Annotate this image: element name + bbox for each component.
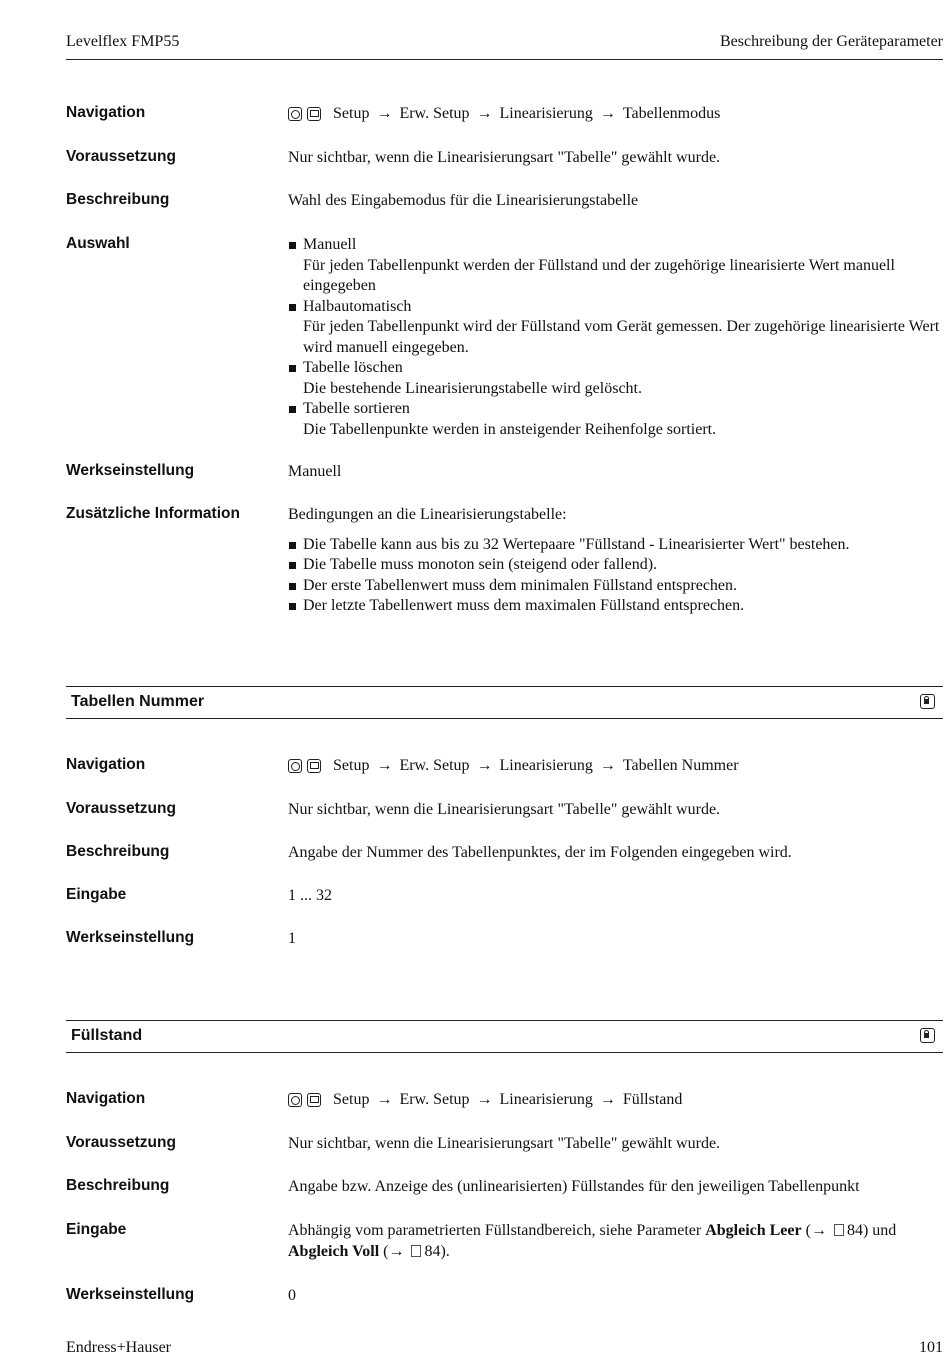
auswahl-label: Auswahl (66, 235, 130, 252)
eingabe-end: ). (440, 1242, 450, 1260)
page-ref[interactable]: 84 (424, 1242, 441, 1260)
param-link-abgleich-leer[interactable]: Abgleich Leer (705, 1222, 802, 1239)
beschreibung-text: Angabe bzw. Anzeige des (unlinearisierten) Füllstandes für den jeweiligen Tabellenpunkt (288, 1178, 860, 1195)
eingabe-value: 1 ... 32 (288, 887, 332, 904)
navigation-label: Navigation (66, 756, 146, 773)
werkseinstellung-label: Werkseinstellung (66, 929, 195, 946)
list-item (288, 358, 943, 399)
werkseinstellung-value: Manuell (288, 463, 342, 480)
arrow-right-icon: → (376, 1091, 393, 1108)
eingabe-label: Eingabe (66, 1221, 127, 1238)
list-item (288, 235, 943, 297)
werkseinstellung-value: 0 (288, 1287, 296, 1304)
expert-menu-icon (288, 107, 302, 121)
doc-title: Levelflex FMP55 (66, 33, 180, 50)
eingabe-label: Eingabe (66, 886, 127, 903)
list-item: Die Tabelle kann aus bis zu 32 Wertepaare "Füllstand - Linearisierter Wert" bestehen. (288, 535, 943, 556)
nav-step: Setup (333, 1091, 370, 1108)
beschreibung-label: Beschreibung (66, 1177, 170, 1194)
werkseinstellung-label: Werkseinstellung (66, 1286, 195, 1303)
nav-step: Linearisierung (499, 1091, 593, 1108)
option-title: Manuell (303, 236, 357, 253)
param-link-abgleich-voll[interactable]: Abgleich Voll (288, 1242, 380, 1260)
option-desc: Die Tabellenpunkte werden in ansteigender Reihenfolge sortiert. (303, 420, 717, 438)
voraussetzung-label: Voraussetzung (66, 148, 176, 165)
voraussetzung-text: Nur sichtbar, wenn die Linearisierungsart "Tabelle" gewählt wurde. (288, 801, 721, 818)
list-item: Die Tabelle muss monoton sein (steigend oder fallend). (288, 555, 943, 576)
navigation-path (288, 756, 943, 777)
nav-step: Tabellen Nummer (622, 757, 739, 774)
list-item: Der erste Tabellenwert muss dem minimalen Füllstand entsprechen. (288, 576, 943, 597)
beschreibung-label: Beschreibung (66, 191, 170, 208)
page-number: 101 (919, 1339, 943, 1356)
zusatz-label: Zusätzliche Information (66, 505, 240, 522)
nav-step: Linearisierung (499, 757, 593, 774)
option-desc: Die bestehende Linearisierungstabelle wird gelöscht. (303, 379, 642, 397)
arrow-right-icon: → (599, 757, 616, 774)
option-title: Tabelle löschen (303, 359, 403, 376)
eingabe-text: Abhängig vom parametrierten Füllstandbereich, siehe Parameter Abgleich Leer (→ 84) und Abgleich Voll (→ 84). (288, 1222, 897, 1260)
arrow-right-icon: → (476, 105, 493, 122)
page-ref-icon (411, 1245, 421, 1257)
nav-step: Erw. Setup (399, 757, 470, 774)
navigation-label: Navigation (66, 1090, 146, 1107)
list-item (288, 399, 943, 440)
navigation-path (288, 104, 943, 125)
nav-step: Setup (333, 757, 370, 774)
nav-step: Setup (333, 105, 370, 122)
eingabe-mid: ) und (862, 1222, 897, 1239)
option-desc: Für jeden Tabellenpunkt werden der Füllstand und der zugehörige linearisierte Wert manuell eingegeben (303, 256, 895, 294)
arrow-right-icon: → (376, 105, 393, 122)
list-item: Der letzte Tabellenwert muss dem maximalen Füllstand entsprechen. (288, 596, 943, 617)
beschreibung-text: Wahl des Eingabemodus für die Linearisierungstabelle (288, 192, 639, 209)
navigation-path (288, 1090, 943, 1111)
section-header-tabellen-nummer (66, 686, 943, 719)
company-name: Endress+Hauser (66, 1339, 171, 1356)
werkseinstellung-label: Werkseinstellung (66, 462, 195, 479)
arrow-right-icon: → (476, 757, 493, 774)
lock-icon (920, 694, 935, 709)
nav-step: Erw. Setup (399, 105, 470, 122)
navigation-label: Navigation (66, 104, 146, 121)
nav-step: Füllstand (622, 1091, 683, 1108)
voraussetzung-text: Nur sichtbar, wenn die Linearisierungsart "Tabelle" gewählt wurde. (288, 1135, 721, 1152)
section-title: Füllstand (71, 1027, 143, 1044)
display-menu-icon (307, 1093, 321, 1107)
voraussetzung-label: Voraussetzung (66, 800, 176, 817)
arrow-right-icon: → (476, 1091, 493, 1108)
condition-list (288, 535, 943, 617)
arrow-right-icon: → (599, 1091, 616, 1108)
zusatz-content (288, 505, 943, 617)
option-list (288, 235, 943, 440)
beschreibung-label: Beschreibung (66, 843, 170, 860)
option-title: Halbautomatisch (303, 297, 412, 315)
section-title: Tabellen Nummer (71, 693, 205, 710)
voraussetzung-label: Voraussetzung (66, 1134, 176, 1151)
nav-step: Linearisierung (499, 105, 593, 122)
display-menu-icon (307, 759, 321, 773)
arrow-right-icon: → (376, 757, 393, 774)
chapter-title: Beschreibung der Geräteparameter (720, 33, 943, 50)
page-ref[interactable]: 84 (846, 1222, 863, 1239)
voraussetzung-text: Nur sichtbar, wenn die Linearisierungsart "Tabelle" gewählt wurde. (288, 149, 721, 166)
option-desc: Für jeden Tabellenpunkt wird der Füllstand vom Gerät gemessen. Der zugehörige linearisierte Wert wird manuell eingegeben. (303, 318, 940, 356)
option-title: Tabelle sortieren (303, 400, 410, 417)
nav-step: Erw. Setup (399, 1091, 470, 1108)
nav-step: Tabellenmodus (622, 105, 721, 122)
zusatz-intro: Bedingungen an die Linearisierungstabelle: (288, 506, 567, 523)
arrow-right-icon: → (599, 105, 616, 122)
expert-menu-icon (288, 759, 302, 773)
eingabe-pre: Abhängig vom parametrierten Füllstandbereich, siehe Parameter (288, 1222, 706, 1239)
werkseinstellung-value: 1 (288, 930, 296, 947)
display-menu-icon (307, 107, 321, 121)
beschreibung-text: Angabe der Nummer des Tabellenpunktes, der im Folgenden eingegeben wird. (288, 844, 792, 861)
expert-menu-icon (288, 1093, 302, 1107)
page-header (66, 33, 943, 60)
section-header-fuellstand (66, 1020, 943, 1053)
lock-icon (920, 1028, 935, 1043)
page-ref-icon (834, 1224, 844, 1236)
list-item (288, 297, 943, 359)
